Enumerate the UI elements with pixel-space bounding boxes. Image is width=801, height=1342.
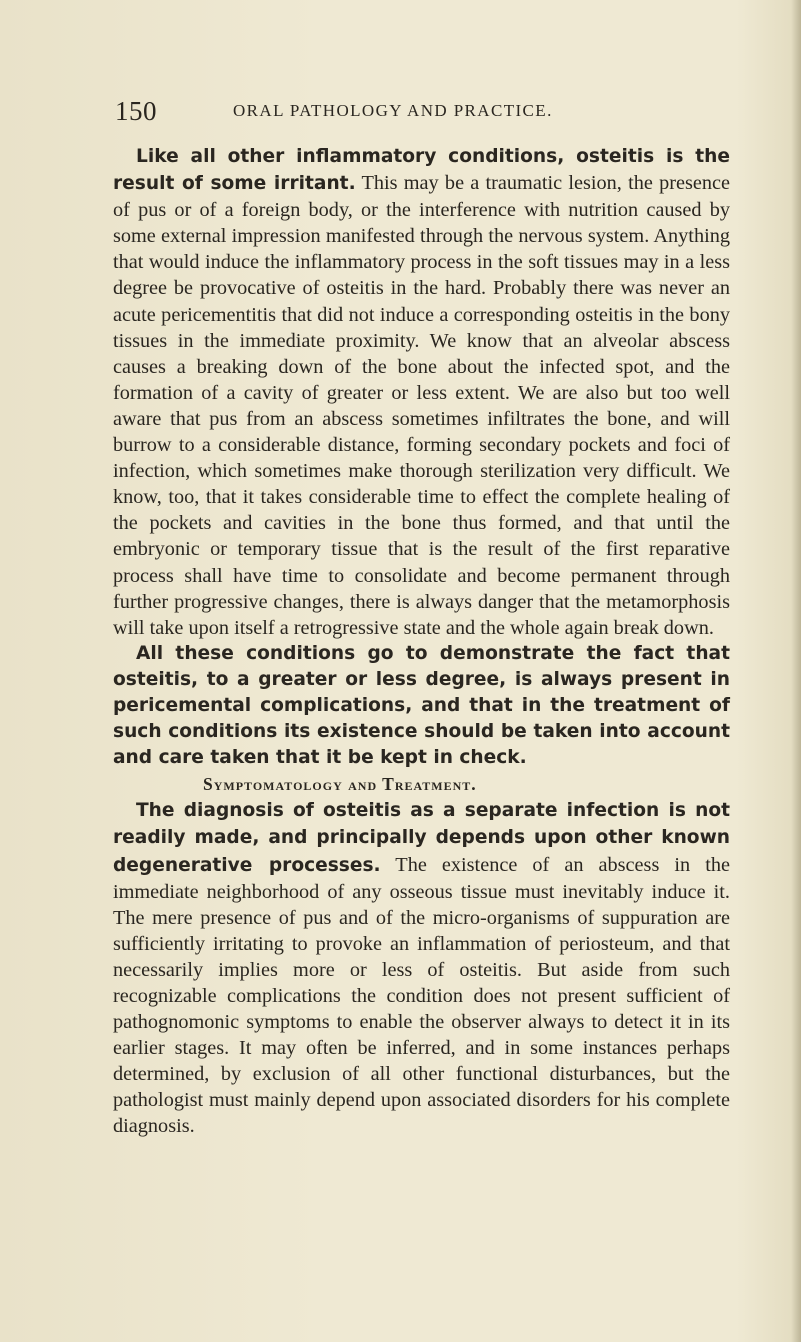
section-heading: Symptomatology and Treatment. <box>203 774 477 795</box>
paragraph-diagnosis <box>113 797 730 1139</box>
paragraph-causes <box>113 143 730 641</box>
page-edge-shadow <box>791 0 801 1342</box>
running-title: ORAL PATHOLOGY AND PRACTICE. <box>233 101 553 120</box>
paragraph-body: The existence of an abscess in the immediate neighborhood of any osseous tissue must inevitably induce it. The mere presence of pus and of the micro-organisms of suppuration are sufficiently irritating to provoke an inflammation of periosteum, and that necessarily implies more or less of osteitis. But aside from such recognizable complications the condition does not present sufficient of pathognomonic symptoms to enable the observer always to detect it in its earlier stages. It may often be inferred, and in some instances perhaps determined, by exclusion of all other functional disturbances, but the pathologist must mainly depend upon associated disorders for his complete diagnosis. <box>113 853 730 1138</box>
page-number: 150 <box>115 96 157 126</box>
body-text <box>113 143 730 1140</box>
paragraph-conditions: All these conditions go to demonstrate the fact that osteitis, to a greater or less degree, is always present in pericemental complications, and that in the treatment of such conditions its existence should be taken into account and care taken that it be kept in check. <box>113 642 730 769</box>
paragraph-lead: The diagnosis of osteitis as a separate infection is not readily made, and principally depends upon other known degenerative processes. <box>113 800 730 876</box>
paragraph-lead: Like all other inflammatory conditions, osteitis is the result of some irritant. <box>113 146 730 195</box>
paragraph-body: This may be a traumatic lesion, the presence of pus or of a foreign body, or the interference with nutrition caused by some external impression manifested through the nervous system. Anything that would induce the inflammatory process in the soft tissues may in a less degree be provocative of osteitis in the hard. Probably there was never an acute pericementitis that did not induce a corresponding osteitis in the bony tissues in the immediate proximity. We know that an alveolar abscess causes a breaking down of the bone about the infected spot, and the formation of a cavity of greater or less extent. We are also but too well aware that pus from an abscess sometimes infiltrates the bone, and will burrow to a considerable distance, forming secondary pockets and foci of infection, which sometimes make thorough sterilization very difficult. We know, too, that it takes considerable time to effect the complete healing of the pockets and cavities in the bone thus formed, and that until the embryonic or temporary tissue that is the result of the first reparative process shall have time to consolidate and become permanent through further progressive changes, there is always danger that the metamorphosis will take upon itself a retrogressive state and the whole again break down. <box>113 172 731 639</box>
page-header <box>115 96 735 132</box>
